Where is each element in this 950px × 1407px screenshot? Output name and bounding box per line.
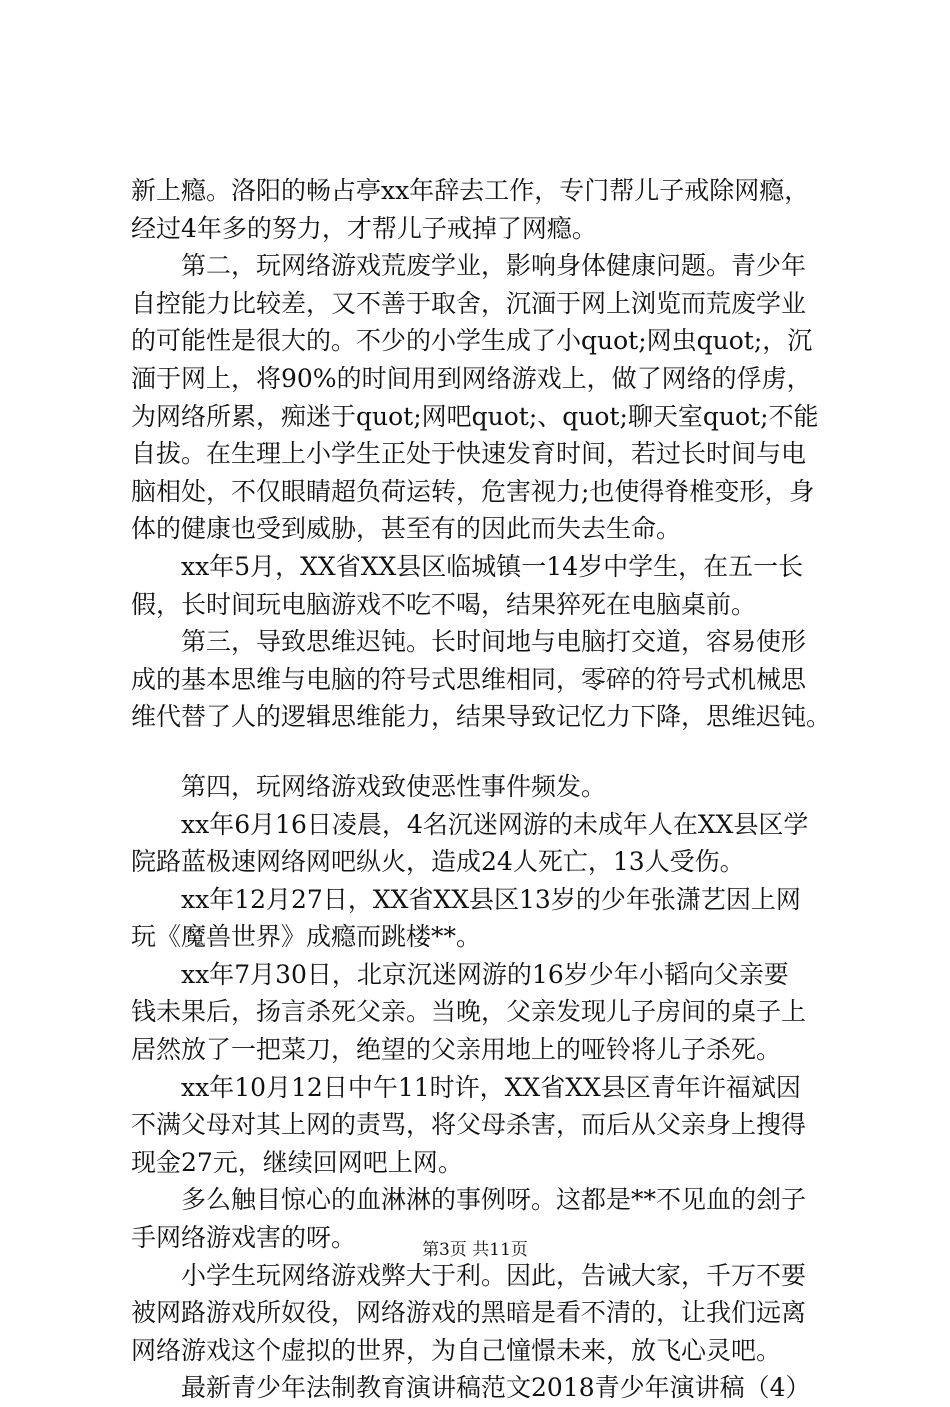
text-line: 不满父母对其上网的责骂，将父母杀害，而后从父亲身上搜得 [131,1110,807,1140]
text-line: 被网路游戏所奴役，网络游戏的黑暗是看不清的，让我们远离 [131,1298,807,1328]
text-line: 居然放了一把菜刀，绝望的父亲用地上的哑铃将儿子杀死。 [131,1035,782,1065]
text-line: 维代替了人的逻辑思维能力，结果导致记忆力下降，思维迟钝。 [131,702,832,732]
text-line: 湎于网上，将90%的时间用到网络游戏上，做了网络的俘虏， [131,363,812,393]
text-line: 自拔。在生理上小学生正处于快速发育时间，若过长时间与电 [131,439,807,469]
text-line: 自控能力比较差，又不善于取舍，沉湎于网上浏览而荒废学业 [131,288,807,318]
text-line: 经过4年多的努力，才帮儿子戒掉了网瘾。 [131,213,597,243]
paragraph-start: 第四，玩网络游戏致使恶性事件频发。 [181,771,607,801]
paragraph-start: 小学生玩网络游戏弊大于利。因此，告诫大家，千万不要 [181,1260,807,1290]
text-line: 假，长时间玩电脑游戏不吃不喝，结果猝死在电脑桌前。 [131,589,757,619]
text-line: 院路蓝极速网络网吧纵火，造成24人死亡，13人受伤。 [131,847,745,877]
text-line: 体的健康也受到威胁，甚至有的因此而失去生命。 [131,514,682,544]
text-line: 新上瘾。洛阳的畅占亭xx年辞去工作，专门帮儿子戒除网瘾， [131,176,810,205]
paragraph-gap [131,736,851,768]
paragraph-start: 第三，导致思维迟钝。长时间地与电脑打交道，容易使形 [181,627,807,657]
text-line: 的可能性是很大的。不少的小学生成了小quot;网虫quot;，沉 [131,326,813,356]
text-line: 脑相处，不仅眼睛超负荷运转，危害视力;也使得脊椎变形，身 [131,476,815,506]
paragraph-start: xx年6月16日凌晨，4名沉迷网游的未成年人在XX县区学 [181,809,809,839]
text-line: 手网络游戏害的呀。 [131,1223,357,1253]
text-line: 为网络所累，痴迷于quot;网吧quot;、quot;聊天室quot;不能 [131,401,819,431]
paragraph-start: xx年7月30日，北京沉迷网游的16岁少年小韬向父亲要 [181,959,789,989]
paragraph-start: xx年5月，XX省XX县区临城镇一14岁中学生，在五一长 [181,551,804,581]
paragraph-start: xx年10月12日中午11时许，XX省XX县区青年许福斌因 [181,1072,801,1102]
paragraph-start: 多么触目惊心的血淋淋的事例呀。这都是**不见血的刽子 [181,1185,807,1215]
document-body [131,172,851,1407]
text-line: 成的基本思维与电脑的符号式思维相同，零碎的符号式机械思 [131,664,807,694]
text-line: 现金27元，继续回网吧上网。 [131,1147,463,1177]
text-line: 钱未果后，扬言杀死父亲。当晚，父亲发现儿子房间的桌子上 [131,997,807,1027]
paragraph-start: 最新青少年法制教育演讲稿范文2018青少年演讲稿（4） [181,1373,811,1403]
text-line: 网络游戏这个虚拟的世界，为自己憧憬未来，放飞心灵吧。 [131,1335,782,1365]
paragraph-start: xx年12月27日，XX省XX县区13岁的少年张潇艺因上网 [181,884,801,914]
text-line: 玩《魔兽世界》成瘾而跳楼**。 [131,922,482,952]
page-number-footer: 第3页 共11页 [422,1240,528,1260]
paragraph-start: 第二，玩网络游戏荒废学业，影响身体健康问题。青少年 [181,251,807,281]
